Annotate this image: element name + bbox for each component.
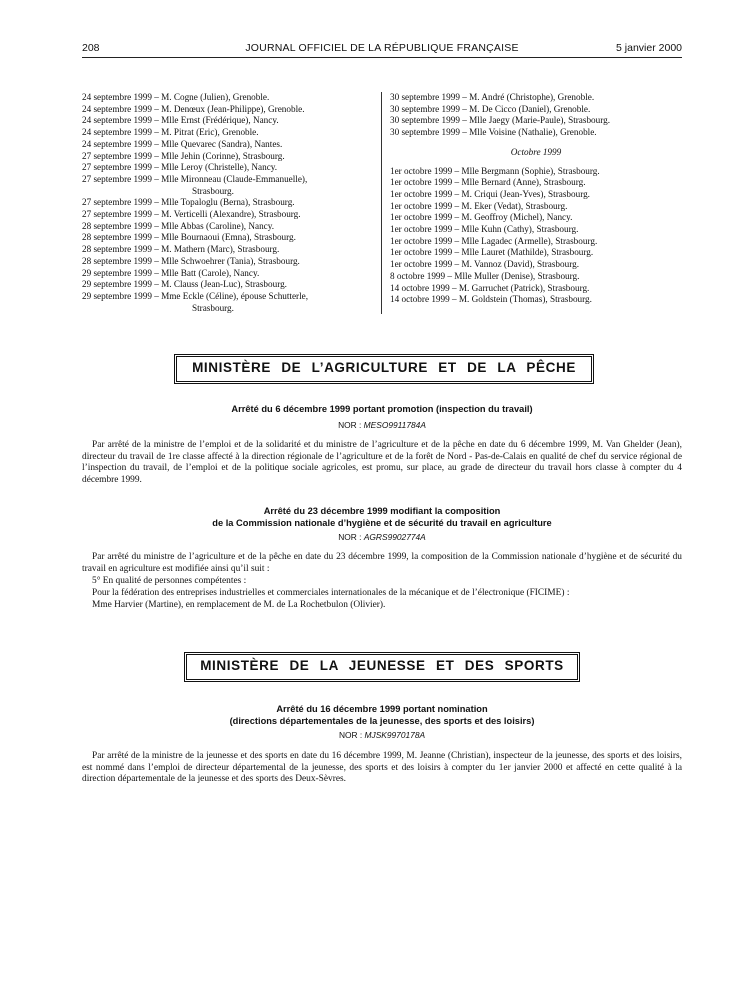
list-item: 29 septembre 1999 – Mlle Batt (Carole), Nancy. [82, 267, 260, 278]
publication-date: 5 janvier 2000 [616, 42, 682, 54]
list-item: 30 septembre 1999 – Mlle Voisine (Nathalie), Grenoble. [390, 127, 597, 138]
arrete-title [82, 506, 682, 529]
list-item: 28 septembre 1999 – Mlle Abbas (Caroline), Nancy. [82, 220, 275, 231]
list-item: 24 septembre 1999 – M. Cogne (Julien), Grenoble. [82, 92, 270, 102]
list-item: 24 septembre 1999 – Mlle Ernst (Frédérique), Nancy. [82, 115, 279, 126]
arrete-title: Arrêté du 6 décembre 1999 portant promotion (inspection du travail) [231, 404, 533, 414]
list-item: 1er octobre 1999 – Mlle Lagadec (Armelle), Strasbourg. [390, 235, 598, 246]
list-item: 14 octobre 1999 – M. Garruchet (Patrick), Strasbourg. [390, 282, 590, 293]
arrete-body: Par arrêté du ministre de l’agriculture et de la pêche en date du 23 décembre 1999, la composition de la Commission nationale d’hygiène et de sécurité du travail en agriculture est modifiée ainsi qu’il suit : [82, 552, 682, 574]
list-item-continuation: Strasbourg. [192, 185, 234, 196]
arrete-title-line: de la Commission nationale d’hygiène et de sécurité du travail en agriculture [212, 517, 552, 528]
column-divider [381, 92, 382, 314]
nor-code: MESO9911784A [363, 420, 426, 430]
list-item: 27 septembre 1999 – Mlle Mironneau (Claude-Emmanuelle), [82, 173, 308, 184]
ministry-heading: MINISTÈRE DE LA JEUNESSE ET DES SPORTS [186, 654, 578, 680]
list-item: 8 octobre 1999 – Mlle Muller (Denise), Strasbourg. [390, 270, 580, 281]
nor-reference [82, 730, 682, 740]
list-item: 27 septembre 1999 – Mlle Topaloglu (Berna), Strasbourg. [82, 197, 295, 208]
arrete-title-line: (directions départementales de la jeunesse, des sports et des loisirs) [229, 715, 535, 726]
page-header [82, 42, 682, 56]
list-item: 1er octobre 1999 – Mlle Bergmann (Sophie), Strasbourg. [390, 165, 600, 176]
ministry-heading-box [174, 354, 594, 384]
list-item: 27 septembre 1999 – M. Verticelli (Alexandre), Strasbourg. [82, 209, 301, 220]
arrete-body: Par arrêté de la ministre de l’emploi et de la solidarité et du ministre de l’agriculture et de la pêche en date du 6 décembre 1999, M. Van Ghelder (Jean), directeur du travail de 1re classe affecté à la direction régionale de l’agriculture et de la forêt de Nord - Pas-de-Calais en qualité de chef du service régional de l’inspection du travail, de l’emploi et de la politique sociale agricoles, est promu, sur place, au grade de directeur du travail hors classe à compter du 4 décembre 1999. [82, 440, 682, 485]
list-item: 29 septembre 1999 – Mme Eckle (Céline), épouse Schutterle, [82, 290, 309, 301]
list-item: 30 septembre 1999 – Mlle Jaegy (Marie-Paule), Strasbourg. [390, 115, 611, 126]
arrete-body: Par arrêté de la ministre de la jeunesse et des sports en date du 16 décembre 1999, M. Jeanne (Christian), inspecteur de la jeunesse, des sports et des loisirs, est nommé dans l’emploi de directeur départemental de la jeunesse, des sports et des loisirs à compter du 1er janvier 2000 et affecté en cette qualité à la direction départementale de la jeunesse et des sports des Deux-Sèvres. [82, 751, 682, 785]
list-item: 24 septembre 1999 – Mlle Quevarec (Sandra), Nantes. [82, 138, 283, 149]
list-item: 14 octobre 1999 – M. Goldstein (Thomas), Strasbourg. [390, 294, 592, 305]
nor-code: MJSK9970178A [364, 730, 426, 740]
month-subheading: Octobre 1999 [510, 146, 562, 157]
item-line: Mme Harvier (Martine), en remplacement de M. de La Rochetbulon (Olivier). [92, 600, 386, 610]
item-heading: 5° En qualité de personnes compétentes : [92, 576, 247, 586]
arrete-title-line: Arrêté du 16 décembre 1999 portant nomination [276, 704, 488, 714]
header-rule [82, 57, 682, 58]
ministry-heading: MINISTÈRE DE L’AGRICULTURE ET DE LA PÊCHE [176, 356, 592, 382]
item-line: Pour la fédération des entreprises industrielles et commerciales internationales de la mécanique et de l’électronique (FICIME) : [92, 588, 570, 598]
list-item: 1er octobre 1999 – Mlle Lauret (Mathilde), Strasbourg. [390, 247, 594, 258]
right-column-list [390, 92, 682, 306]
left-column-list [82, 92, 372, 314]
list-item: 28 septembre 1999 – Mlle Schwoehrer (Tania), Strasbourg. [82, 255, 300, 266]
list-item: 1er octobre 1999 – M. Vannoz (David), Strasbourg. [390, 259, 579, 270]
list-item: 27 septembre 1999 – Mlle Jehin (Corinne), Strasbourg. [82, 150, 285, 161]
nor-code: AGRS9902774A [363, 532, 426, 542]
list-item: 28 septembre 1999 – M. Mathern (Marc), Strasbourg. [82, 244, 280, 255]
page-number: 208 [82, 42, 100, 54]
nor-label: NOR : [338, 730, 363, 740]
list-item: 1er octobre 1999 – M. Eker (Vedat), Strasbourg. [390, 200, 568, 211]
nor-label: NOR : [338, 532, 362, 542]
nor-reference [82, 532, 682, 542]
list-item: 28 septembre 1999 – Mlle Bournaoui (Emna), Strasbourg. [82, 232, 296, 243]
list-item: 24 septembre 1999 – M. Denœux (Jean-Philippe), Grenoble. [82, 103, 305, 114]
list-item: 1er octobre 1999 – M. Criqui (Jean-Yves), Strasbourg. [390, 188, 590, 199]
nor-reference [82, 420, 682, 430]
list-item-continuation: Strasbourg. [192, 302, 234, 313]
list-item: 30 septembre 1999 – M. De Cicco (Daniel), Grenoble. [390, 103, 591, 114]
list-item: 24 septembre 1999 – M. Pitrat (Eric), Grenoble. [82, 127, 259, 138]
list-item: 1er octobre 1999 – Mlle Bernard (Anne), Strasbourg. [390, 177, 586, 188]
list-item: 27 septembre 1999 – Mlle Leroy (Christelle), Nancy. [82, 162, 278, 173]
arrete-title-line: Arrêté du 23 décembre 1999 modifiant la composition [263, 506, 501, 516]
nor-label: NOR : [338, 420, 362, 430]
journal-title: JOURNAL OFFICIEL DE LA RÉPUBLIQUE FRANÇAISE [245, 42, 519, 54]
list-item: 1er octobre 1999 – Mlle Kuhn (Cathy), Strasbourg. [390, 224, 579, 235]
ministry-heading-box [184, 652, 580, 682]
list-item: 29 septembre 1999 – M. Clauss (Jean-Luc), Strasbourg. [82, 279, 287, 290]
list-item: 30 septembre 1999 – M. André (Christophe), Grenoble. [390, 92, 595, 102]
list-item: 1er octobre 1999 – M. Geoffroy (Michel), Nancy. [390, 212, 573, 223]
arrete-title [82, 704, 682, 727]
